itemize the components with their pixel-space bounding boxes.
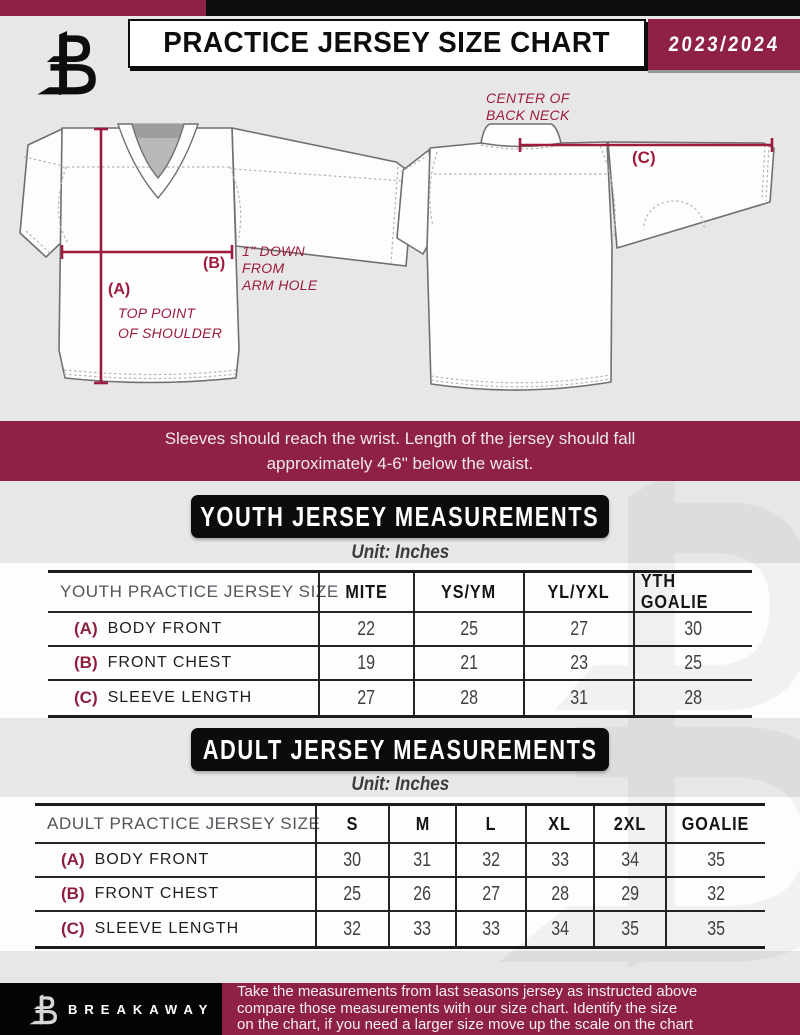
table-cell: 21 <box>413 647 523 681</box>
table-cell: 35 <box>665 912 765 946</box>
adult-unit-label: Unit: Inches <box>351 774 449 795</box>
youth-size-header: YOUTH PRACTICE JERSEY SIZE <box>48 573 318 613</box>
adult-measurements-table <box>35 803 765 949</box>
table-cell: 27 <box>455 878 525 912</box>
table-row-label: (B) FRONT CHEST <box>35 878 315 912</box>
breakaway-logo-icon <box>26 26 98 98</box>
instruction-line-2: approximately 4-6" below the waist. <box>266 454 534 473</box>
footer-line-3: on the chart, if you need a larger size move up the scale on the chart <box>237 1016 694 1034</box>
footer-line-1: Take the measurements from last seasons jersey as instructed above <box>237 982 698 1000</box>
table-row-label: (C) SLEEVE LENGTH <box>61 919 240 938</box>
table-cell: 23 <box>523 647 633 681</box>
table-cell: 26 <box>388 878 455 912</box>
table-cell: 33 <box>525 844 593 878</box>
header-accent-strip <box>0 0 206 16</box>
youth-col-goalie: YTH GOALIE <box>633 573 752 613</box>
table-cell: 32 <box>315 912 388 946</box>
table-row-label: (A) BODY FRONT <box>48 613 318 647</box>
table-cell: 22 <box>318 613 413 647</box>
table-cell: 34 <box>593 844 665 878</box>
table-cell: 27 <box>523 613 633 647</box>
adult-col-l: L <box>455 806 525 844</box>
table-cell: 33 <box>455 912 525 946</box>
adult-col-xl: XL <box>525 806 593 844</box>
youth-measurements-table <box>48 570 752 718</box>
instruction-banner <box>0 421 800 481</box>
label-c: (C) <box>632 148 656 167</box>
table-cell: 28 <box>525 878 593 912</box>
back-body <box>427 140 612 391</box>
table-cell: 27 <box>318 681 413 715</box>
adult-section-banner: ADULT JERSEY MEASUREMENTS <box>191 728 609 771</box>
note-center-of-back-neck: CENTER OF BACK NECK <box>486 90 570 123</box>
table-cell: 31 <box>523 681 633 715</box>
youth-col-ylyxl: YL/YXL <box>523 573 633 613</box>
page-title: PRACTICE JERSEY SIZE CHART <box>163 27 611 59</box>
table-cell: 25 <box>633 647 752 681</box>
label-a: (A) <box>108 281 131 298</box>
adult-col-s: S <box>315 806 388 844</box>
youth-section-banner: YOUTH JERSEY MEASUREMENTS <box>191 495 609 538</box>
table-cell: 25 <box>413 613 523 647</box>
table-cell: 32 <box>665 878 765 912</box>
adult-col-m: M <box>388 806 455 844</box>
table-cell: 35 <box>593 912 665 946</box>
adult-col-2xl: 2XL <box>593 806 665 844</box>
page-title-box <box>128 19 646 68</box>
table-cell: 25 <box>315 878 388 912</box>
youth-col-mite: MITE <box>318 573 413 613</box>
label-b: (B) <box>203 255 226 272</box>
adult-size-header: ADULT PRACTICE JERSEY SIZE <box>35 806 315 844</box>
footer-brand-block <box>0 983 222 1035</box>
youth-col-ysym: YS/YM <box>413 573 523 613</box>
table-cell: 32 <box>455 844 525 878</box>
youth-unit-label: Unit: Inches <box>351 542 449 563</box>
table-cell: 28 <box>413 681 523 715</box>
table-cell: 31 <box>388 844 455 878</box>
table-cell: 30 <box>315 844 388 878</box>
note-down-from-armhole: 1" DOWN FROM ARM HOLE <box>242 243 318 293</box>
footer-instructions <box>222 983 800 1035</box>
table-row-label: (A) BODY FRONT <box>35 844 315 878</box>
table-cell: 19 <box>318 647 413 681</box>
note-top-point-of-shoulder: TOP POINT OF SHOULDER <box>118 305 223 341</box>
table-row-label: (B) FRONT CHEST <box>48 647 318 681</box>
header-black-strip <box>206 0 800 16</box>
table-cell: 30 <box>633 613 752 647</box>
table-row-label: (C) SLEEVE LENGTH <box>74 688 253 707</box>
footer-brand-name: BREAKAWAY <box>68 1001 215 1017</box>
table-cell: 34 <box>525 912 593 946</box>
season-badge <box>648 19 800 70</box>
footer-line-2: compare those measurements with our size chart. Identify the size <box>237 999 678 1017</box>
table-cell: 33 <box>388 912 455 946</box>
table-cell: 29 <box>593 878 665 912</box>
footer-breakaway-logo-icon <box>24 992 58 1026</box>
table-cell: 35 <box>665 844 765 878</box>
adult-col-goalie: GOALIE <box>665 806 765 844</box>
instruction-line-1: Sleeves should reach the wrist. Length of the jersey should fall <box>164 429 636 448</box>
back-jersey-diagram <box>393 98 788 398</box>
season-label: 2023/2024 <box>667 32 781 56</box>
table-cell: 28 <box>633 681 752 715</box>
